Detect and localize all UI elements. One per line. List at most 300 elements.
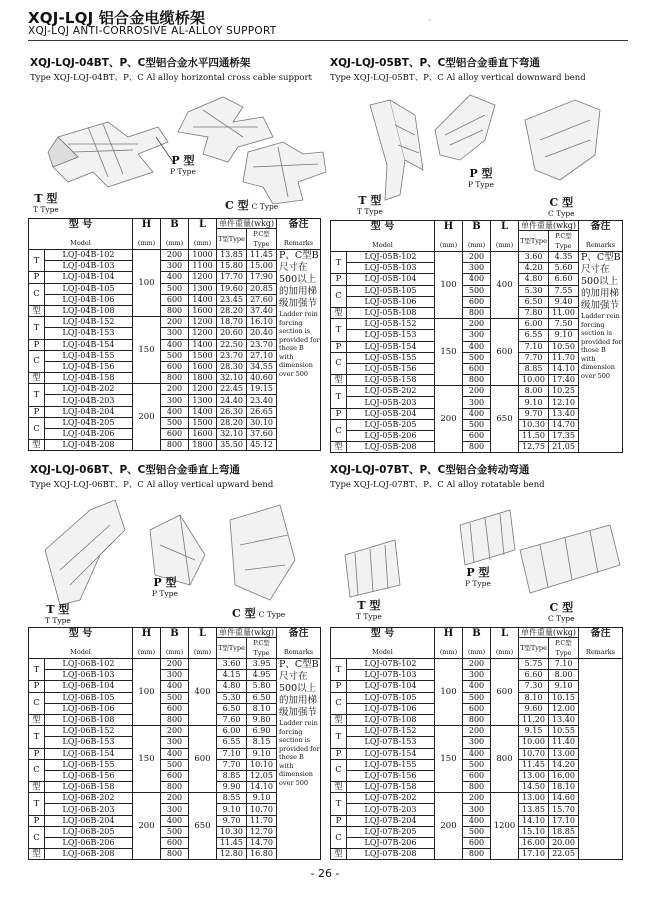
b-cell: 500: [161, 417, 189, 428]
type-cell: 型: [29, 373, 45, 384]
section-04b: [30, 55, 330, 83]
weight-pc-cell: 10.70: [247, 804, 277, 815]
weight-pc-cell: 20.40: [247, 328, 277, 339]
col-b: [463, 221, 491, 252]
model-cell: LQJ-05B-155: [347, 352, 435, 363]
b-cell: 300: [463, 330, 491, 341]
figure-upward-bend: [30, 490, 320, 620]
weight-t-cell: 22.45: [217, 384, 247, 395]
type-cell: T: [331, 726, 347, 748]
weight-pc-cell: 17.40: [549, 375, 579, 386]
model-cell: LQJ-06B-104: [45, 681, 133, 692]
type-cell: P: [29, 272, 45, 283]
model-cell: LQJ-07B-105: [347, 692, 435, 703]
b-cell: 500: [463, 692, 491, 703]
col-model-text: Model: [70, 648, 91, 656]
model-cell: LQJ-06B-158: [45, 782, 133, 793]
weight-pc-cell: 12.05: [247, 770, 277, 781]
section-subtitle: Type XQJ-LQJ-05BT、P、C Al alloy vertical downward bend: [330, 73, 586, 83]
col-remarks-text: 备注: [590, 221, 611, 232]
type-cell: T: [331, 793, 347, 815]
h-cell: 200: [435, 386, 463, 453]
weight-pc-cell: 12.70: [247, 826, 277, 837]
model-cell: LQJ-06B-202: [45, 793, 133, 804]
col-weight-t: [217, 638, 247, 659]
table-row: [331, 252, 623, 263]
weight-pc-cell: 19.15: [247, 384, 277, 395]
b-cell: 800: [161, 782, 189, 793]
col-weight-pc-text: P.C型Type: [555, 232, 572, 250]
col-weight-text: 单件重量(wkg): [520, 628, 577, 637]
model-cell: LQJ-04B-202: [45, 384, 133, 395]
b-cell: 500: [161, 692, 189, 703]
b-cell: 300: [463, 397, 491, 408]
col-h-text: (mm): [137, 239, 156, 247]
l-cell: 1000: [189, 250, 217, 261]
type-cell: P: [29, 339, 45, 350]
type-cell: T: [29, 726, 45, 748]
b-cell: 400: [463, 815, 491, 826]
col-model: [331, 628, 435, 659]
weight-t-cell: 14.50: [519, 782, 549, 793]
b-cell: 200: [161, 250, 189, 261]
header-row: [331, 628, 623, 638]
col-model-text: 型 号: [370, 221, 395, 232]
col-remarks-text: Remarks: [283, 239, 314, 247]
weight-pc-cell: 3.95: [247, 659, 277, 670]
type-cell: 型: [331, 375, 347, 386]
weight-pc-cell: 10.10: [247, 759, 277, 770]
weight-t-cell: 9.70: [217, 815, 247, 826]
model-cell: LQJ-04B-204: [45, 406, 133, 417]
weight-pc-cell: 9.10: [549, 330, 579, 341]
weight-pc-cell: 30.10: [247, 417, 277, 428]
type-cell: C: [331, 692, 347, 714]
weight-t-cell: 7.30: [519, 681, 549, 692]
weight-t-cell: 22.50: [217, 339, 247, 350]
model-cell: LQJ-06B-156: [45, 770, 133, 781]
label-c-type: C 型 C Type: [548, 196, 575, 218]
model-cell: LQJ-07B-108: [347, 714, 435, 725]
col-weight-t: [519, 638, 549, 659]
weight-t-cell: 8.85: [519, 363, 549, 374]
p-type-down-drawing: [435, 95, 495, 160]
weight-t-cell: 23.45: [217, 294, 247, 305]
col-remarks-text: 备注: [590, 628, 611, 639]
weight-t-cell: 3.60: [217, 659, 247, 670]
l-cell: 650: [491, 386, 519, 453]
type-cell: C: [29, 759, 45, 781]
weight-t-cell: 8.55: [217, 793, 247, 804]
model-cell: LQJ-05B-206: [347, 431, 435, 442]
col-b-text: (mm): [467, 648, 486, 656]
weight-pc-cell: 14.10: [247, 782, 277, 793]
l-cell: 1200: [491, 793, 519, 860]
model-cell: LQJ-04B-108: [45, 305, 133, 316]
h-cell: 150: [435, 319, 463, 386]
remarks-cn: P、C型B尺寸在500以上的加用梯级加强节: [581, 252, 621, 311]
section-07b: [330, 462, 630, 490]
spec-table-04b: [28, 218, 321, 451]
weight-pc-cell: 16.00: [549, 770, 579, 781]
header-row: [29, 219, 321, 229]
label-p-type: P 型 P Type: [468, 167, 494, 189]
type-cell: T: [331, 659, 347, 681]
weight-pc-cell: 6.50: [247, 692, 277, 703]
model-cell: LQJ-06B-153: [45, 737, 133, 748]
weight-t-cell: 10.30: [217, 826, 247, 837]
weight-t-cell: 10.30: [519, 419, 549, 430]
l-cell: 1400: [189, 406, 217, 417]
weight-pc-cell: 11.45: [247, 250, 277, 261]
type-cell: C: [29, 826, 45, 848]
type-cell: C: [29, 692, 45, 714]
label-p-type: P 型 P Type: [170, 154, 196, 176]
type-cell: P: [331, 681, 347, 692]
weight-t-cell: 15.80: [217, 261, 247, 272]
weight-pc-cell: 8.15: [247, 737, 277, 748]
b-cell: 600: [463, 838, 491, 849]
col-b: [463, 628, 491, 659]
weight-t-cell: 17.10: [519, 849, 549, 860]
model-cell: LQJ-07B-204: [347, 815, 435, 826]
col-model-text: 型 号: [370, 628, 395, 639]
col-h-text: (mm): [137, 648, 156, 656]
h-cell: 150: [435, 726, 463, 793]
weight-t-cell: 11.20: [519, 714, 549, 725]
b-cell: 600: [463, 296, 491, 307]
model-cell: LQJ-04B-102: [45, 250, 133, 261]
weight-t-cell: 13.00: [519, 770, 549, 781]
b-cell: 200: [463, 252, 491, 263]
model-cell: LQJ-05B-152: [347, 319, 435, 330]
col-remarks: [277, 219, 321, 250]
model-cell: LQJ-07B-205: [347, 826, 435, 837]
b-cell: 600: [463, 363, 491, 374]
model-cell: LQJ-05B-102: [347, 252, 435, 263]
col-h-text: H: [141, 219, 152, 230]
weight-pc-cell: 17.90: [247, 272, 277, 283]
model-cell: LQJ-05B-204: [347, 408, 435, 419]
label-p-type: P 型 P Type: [465, 566, 491, 588]
weight-t-cell: 18.70: [217, 317, 247, 328]
col-weight-pc: [247, 229, 277, 250]
type-cell: 型: [331, 714, 347, 725]
type-cell: P: [29, 815, 45, 826]
h-cell: 150: [133, 317, 161, 384]
weight-pc-cell: 15.70: [549, 804, 579, 815]
t-type-rot-drawing: [345, 540, 400, 597]
type-cell: T: [29, 384, 45, 406]
col-model: [29, 219, 133, 250]
weight-t-cell: 24.40: [217, 395, 247, 406]
weight-t-cell: 6.50: [217, 703, 247, 714]
l-cell: 400: [189, 659, 217, 726]
l-cell: 1200: [189, 272, 217, 283]
col-b: [161, 628, 189, 659]
col-h-text: (mm): [439, 648, 458, 656]
b-cell: 200: [161, 659, 189, 670]
header-row: [29, 628, 321, 638]
b-cell: 600: [463, 431, 491, 442]
col-weight-pc-text: P.C型Type: [253, 639, 270, 657]
col-weight-t-text: T型Type: [218, 235, 245, 243]
col-b-text: B: [472, 628, 481, 639]
weight-pc-cell: 18.10: [549, 782, 579, 793]
b-cell: 200: [463, 386, 491, 397]
weight-t-cell: 11.50: [519, 431, 549, 442]
l-cell: 1800: [189, 440, 217, 451]
col-weight-t: [519, 231, 549, 252]
col-model-text: 型 号: [68, 219, 93, 230]
model-cell: LQJ-06B-205: [45, 826, 133, 837]
weight-t-cell: 10.00: [519, 375, 549, 386]
type-cell: T: [331, 386, 347, 408]
model-cell: LQJ-04B-206: [45, 429, 133, 440]
label-t-type: T 型 T Type: [357, 194, 383, 216]
type-cell: 型: [29, 849, 45, 860]
model-cell: LQJ-06B-105: [45, 692, 133, 703]
col-h-text: (mm): [439, 241, 458, 249]
col-l-text: (mm): [193, 648, 212, 656]
weight-t-cell: 7.10: [217, 748, 247, 759]
col-weight-pc-text: P.C型Type: [555, 639, 572, 657]
col-h: [133, 219, 161, 250]
type-cell: T: [331, 252, 347, 274]
type-cell: P: [29, 748, 45, 759]
model-cell: LQJ-05B-203: [347, 397, 435, 408]
col-remarks-text: Remarks: [585, 241, 616, 249]
weight-pc-cell: 9.10: [247, 793, 277, 804]
weight-t-cell: 10.00: [519, 737, 549, 748]
type-cell: P: [331, 274, 347, 285]
weight-pc-cell: 14.70: [549, 419, 579, 430]
spec-table-06b: [28, 627, 321, 860]
weight-t-cell: 28.30: [217, 361, 247, 372]
l-cell: 1500: [189, 417, 217, 428]
weight-pc-cell: 5.60: [549, 263, 579, 274]
weight-pc-cell: 16.10: [247, 317, 277, 328]
weight-t-cell: 32.10: [217, 373, 247, 384]
h-cell: 200: [133, 793, 161, 860]
col-l-text: L: [501, 628, 509, 639]
remarks-cell: [277, 250, 321, 451]
weight-t-cell: 8.10: [519, 692, 549, 703]
l-cell: 1500: [189, 350, 217, 361]
weight-pc-cell: 23.70: [247, 339, 277, 350]
weight-pc-cell: 4.35: [549, 252, 579, 263]
weight-t-cell: 12.80: [217, 849, 247, 860]
l-cell: 1600: [189, 361, 217, 372]
b-cell: 800: [463, 442, 491, 453]
model-cell: LQJ-06B-155: [45, 759, 133, 770]
b-cell: 300: [161, 737, 189, 748]
b-cell: 300: [161, 670, 189, 681]
type-cell: 型: [29, 782, 45, 793]
b-cell: 800: [463, 307, 491, 318]
l-cell: 1400: [189, 339, 217, 350]
col-model-text: Model: [70, 239, 91, 247]
section-subtitle: Type XQJ-LQJ-06BT、P、C Al alloy vertical upward bend: [30, 480, 274, 490]
weight-pc-cell: 16.80: [247, 849, 277, 860]
section-subtitle: Type XQJ-LQJ-07BT、P、C Al alloy rotatable bend: [330, 480, 545, 490]
weight-pc-cell: 9.10: [549, 681, 579, 692]
col-model-text: 型 号: [68, 628, 93, 639]
weight-pc-cell: 21.05: [549, 442, 579, 453]
b-cell: 500: [463, 419, 491, 430]
weight-t-cell: 7.60: [217, 714, 247, 725]
t-type-cross-drawing: [48, 122, 173, 187]
h-cell: 200: [133, 384, 161, 451]
b-cell: 300: [463, 670, 491, 681]
model-cell: LQJ-06B-103: [45, 670, 133, 681]
table-row: [331, 659, 623, 670]
spec-table-07b: [330, 627, 623, 860]
b-cell: 200: [161, 726, 189, 737]
model-cell: LQJ-05B-104: [347, 274, 435, 285]
weight-t-cell: 6.55: [519, 330, 549, 341]
type-cell: T: [29, 659, 45, 681]
col-l-text: (mm): [495, 648, 514, 656]
b-cell: 400: [161, 339, 189, 350]
b-cell: 600: [463, 770, 491, 781]
model-cell: LQJ-07B-103: [347, 670, 435, 681]
type-cell: P: [331, 408, 347, 419]
type-cell: P: [29, 406, 45, 417]
b-cell: 200: [161, 793, 189, 804]
model-cell: LQJ-04B-205: [45, 417, 133, 428]
l-cell: 400: [491, 252, 519, 319]
weight-pc-cell: 12.10: [549, 397, 579, 408]
weight-pc-cell: 10.55: [549, 726, 579, 737]
weight-pc-cell: 5.80: [247, 681, 277, 692]
model-cell: LQJ-04B-152: [45, 317, 133, 328]
model-cell: LQJ-04B-158: [45, 373, 133, 384]
section-title: XQJ-LQJ-04BT、P、C型铝合金水平四通桥架: [30, 57, 251, 69]
remarks-cell: [579, 252, 623, 453]
col-weight-text: 单件重量(wkg): [218, 628, 275, 637]
weight-pc-cell: 7.55: [549, 285, 579, 296]
weight-t-cell: 4.80: [217, 681, 247, 692]
col-weight-text: 单件重量(wkg): [520, 221, 577, 230]
speck: ·: [428, 16, 431, 25]
weight-pc-cell: 34.55: [247, 361, 277, 372]
weight-pc-cell: 13.40: [549, 714, 579, 725]
b-cell: 800: [463, 849, 491, 860]
type-cell: P: [331, 815, 347, 826]
col-weight: [519, 628, 579, 638]
weight-pc-cell: 23.40: [247, 395, 277, 406]
b-cell: 600: [161, 838, 189, 849]
model-cell: LQJ-04B-105: [45, 283, 133, 294]
page-number: - 26 -: [310, 867, 340, 880]
header-title: XQJ-LQJ 铝合金电缆桥架: [28, 9, 206, 27]
b-cell: 600: [161, 294, 189, 305]
remarks-cell: [579, 659, 623, 860]
b-cell: 800: [161, 440, 189, 451]
col-l-text: (mm): [193, 239, 212, 247]
weight-t-cell: 35.50: [217, 440, 247, 451]
header-rule: [28, 40, 628, 41]
figure-downward-bend: [345, 85, 625, 215]
weight-t-cell: 14.10: [519, 815, 549, 826]
weight-pc-cell: 7.10: [549, 659, 579, 670]
weight-pc-cell: 37.40: [247, 305, 277, 316]
c-type-down-drawing: [525, 100, 600, 180]
weight-t-cell: 13.85: [519, 804, 549, 815]
b-cell: 800: [463, 375, 491, 386]
weight-t-cell: 6.00: [217, 726, 247, 737]
col-l: [491, 221, 519, 252]
weight-pc-cell: 10.50: [549, 341, 579, 352]
col-h: [133, 628, 161, 659]
figure-horizontal-cross: [28, 82, 328, 217]
weight-t-cell: 7.10: [519, 341, 549, 352]
col-h: [435, 221, 463, 252]
col-weight-text: 单件重量(wkg): [218, 219, 275, 228]
b-cell: 500: [463, 352, 491, 363]
model-cell: LQJ-07B-156: [347, 770, 435, 781]
b-cell: 800: [161, 305, 189, 316]
weight-t-cell: 28.20: [217, 305, 247, 316]
weight-t-cell: 8.85: [217, 770, 247, 781]
remarks-cell: [277, 659, 321, 860]
weight-pc-cell: 13.40: [549, 408, 579, 419]
c-type-rot-drawing: [520, 525, 620, 593]
weight-pc-cell: 14.10: [549, 363, 579, 374]
type-cell: C: [29, 350, 45, 372]
b-cell: 200: [161, 317, 189, 328]
weight-pc-cell: 10.25: [549, 386, 579, 397]
label-t-type: T 型 T Type: [356, 599, 382, 621]
type-cell: T: [29, 250, 45, 272]
weight-t-cell: 4.80: [519, 274, 549, 285]
model-cell: LQJ-07B-153: [347, 737, 435, 748]
b-cell: 400: [463, 341, 491, 352]
label-c-type: C 型 C Type: [225, 199, 279, 212]
weight-pc-cell: 8.00: [549, 670, 579, 681]
weight-t-cell: 4.15: [217, 670, 247, 681]
b-cell: 500: [463, 759, 491, 770]
type-cell: 型: [29, 440, 45, 451]
b-cell: 500: [161, 826, 189, 837]
model-cell: LQJ-04B-154: [45, 339, 133, 350]
type-cell: 型: [331, 442, 347, 453]
model-cell: LQJ-04B-155: [45, 350, 133, 361]
l-cell: 1300: [189, 395, 217, 406]
model-cell: LQJ-06B-152: [45, 726, 133, 737]
figure-rotatable-bend: [340, 505, 625, 605]
col-model-text: Model: [372, 648, 393, 656]
h-cell: 200: [435, 793, 463, 860]
col-h-text: H: [443, 628, 454, 639]
weight-t-cell: 23.70: [217, 350, 247, 361]
weight-t-cell: 8.00: [519, 386, 549, 397]
weight-t-cell: 5.75: [519, 659, 549, 670]
model-cell: LQJ-04B-106: [45, 294, 133, 305]
label-t-type: T 型 T Type: [45, 603, 71, 625]
weight-t-cell: 28.20: [217, 417, 247, 428]
type-cell: C: [29, 283, 45, 305]
model-cell: LQJ-05B-108: [347, 307, 435, 318]
l-cell: 1100: [189, 261, 217, 272]
weight-t-cell: 9.70: [519, 408, 549, 419]
col-b: [161, 219, 189, 250]
type-cell: 型: [331, 849, 347, 860]
weight-t-cell: 20.60: [217, 328, 247, 339]
col-remarks: [579, 628, 623, 659]
weight-t-cell: 7.70: [519, 352, 549, 363]
